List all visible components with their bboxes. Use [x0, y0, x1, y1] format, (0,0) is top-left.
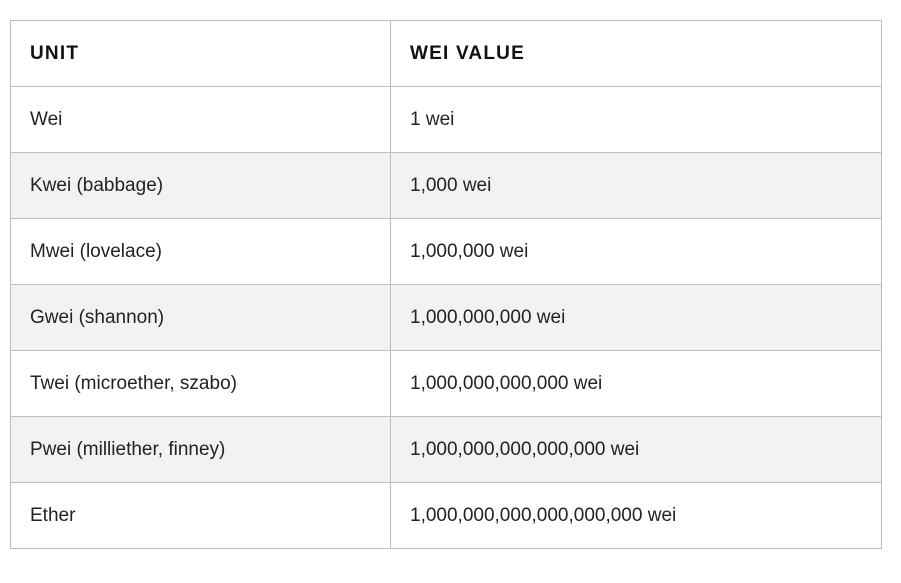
table-row [11, 417, 882, 483]
table-row [11, 153, 882, 219]
wei-value-cell: 1,000,000,000 wei [391, 285, 882, 351]
unit-conversion-table [10, 20, 882, 549]
header-row [11, 21, 882, 87]
wei-value-cell: 1,000,000,000,000 wei [391, 351, 882, 417]
wei-value-cell: 1,000 wei [391, 153, 882, 219]
header-wei-value: WEI VALUE [391, 21, 882, 87]
table-body [11, 87, 882, 549]
table-row [11, 483, 882, 549]
unit-cell: Mwei (lovelace) [11, 219, 391, 285]
table-row [11, 87, 882, 153]
table-row [11, 351, 882, 417]
unit-cell: Kwei (babbage) [11, 153, 391, 219]
wei-value-cell: 1,000,000 wei [391, 219, 882, 285]
unit-cell: Wei [11, 87, 391, 153]
table-header [11, 21, 882, 87]
unit-cell: Ether [11, 483, 391, 549]
wei-value-cell: 1,000,000,000,000,000,000 wei [391, 483, 882, 549]
unit-conversion-table-container [10, 20, 881, 549]
table-row [11, 219, 882, 285]
wei-value-cell: 1 wei [391, 87, 882, 153]
unit-cell: Gwei (shannon) [11, 285, 391, 351]
unit-cell: Pwei (milliether, finney) [11, 417, 391, 483]
header-unit: UNIT [11, 21, 391, 87]
table-row [11, 285, 882, 351]
wei-value-cell: 1,000,000,000,000,000 wei [391, 417, 882, 483]
unit-cell: Twei (microether, szabo) [11, 351, 391, 417]
